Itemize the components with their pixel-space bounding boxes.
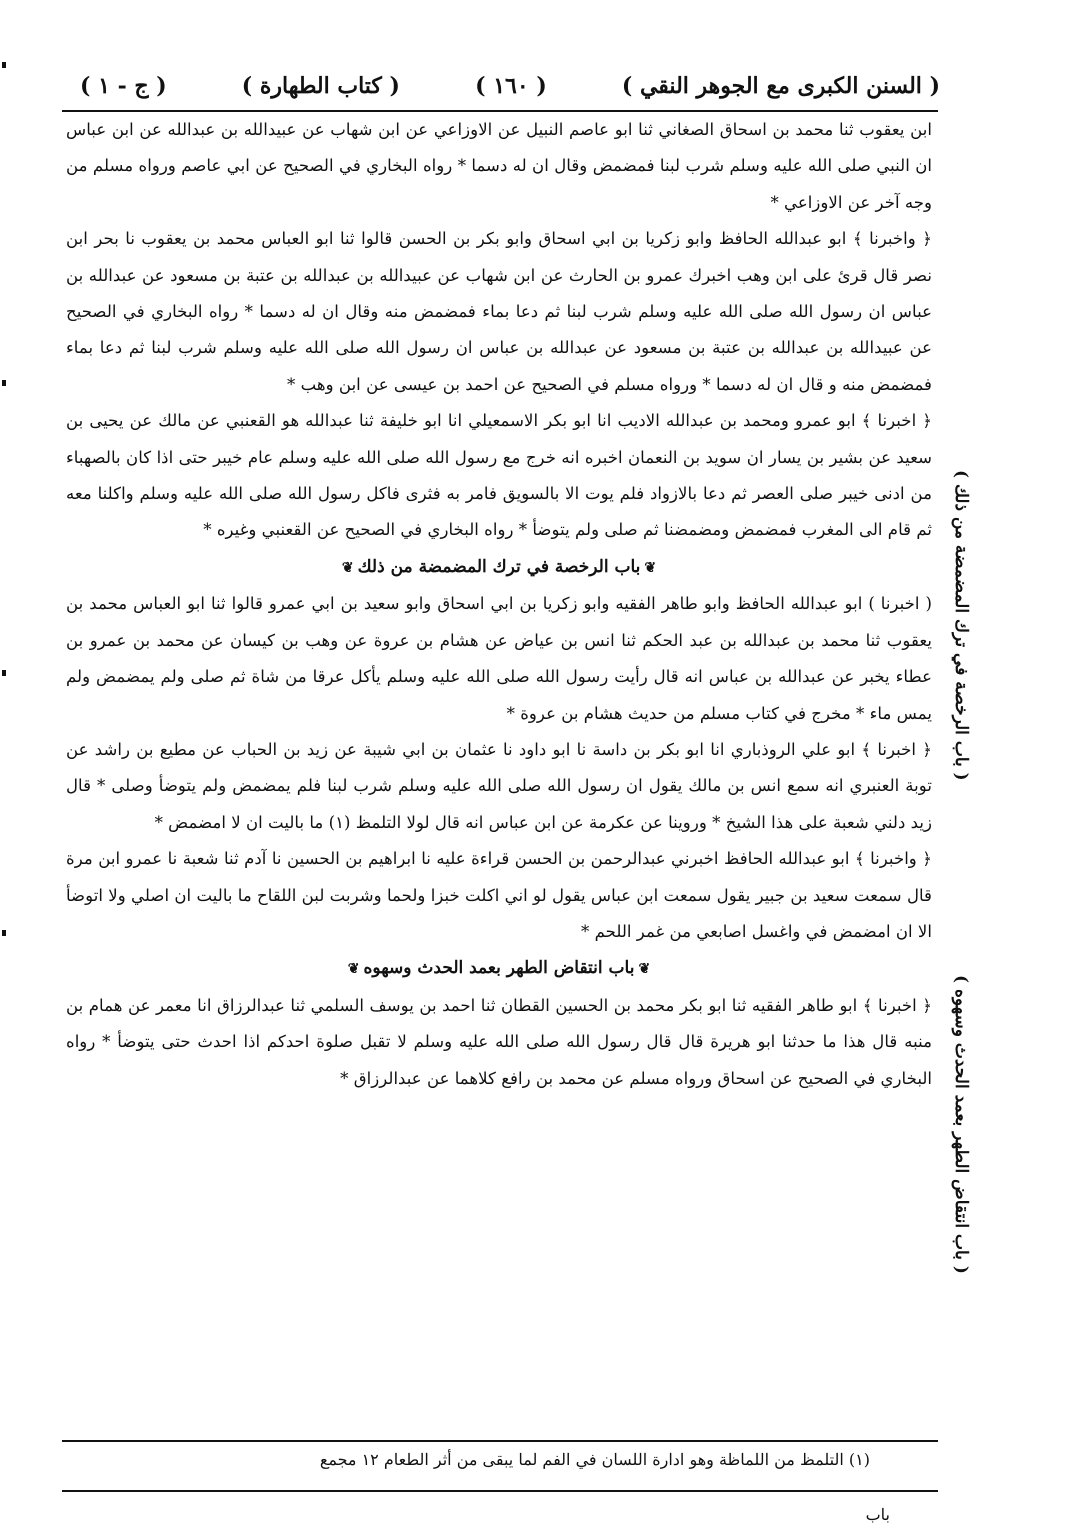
chapter-heading: ❦باب الرخصة في ترك المضمضة من ذلك❦	[66, 549, 932, 586]
paragraph: ﴿ اخبرنا ﴾ ابو عمرو ومحمد بن عبدالله الاديب انا ابو بكر الاسمعيلي انا ابو خليفة ثنا عبدالله هو القعنبي عن مالك عن يحيى بن سعيد عن بشير بن يسار ان سويد بن النعمان اخبره انه خرج مع رسول الله صلى الله عليه وسلم عام خيبر حتى اذا كان بالصهباء من ادنى خيبر صلى العصر ثم دعا بالازواد فلم يوت الا بالسويق فامر به فثرى فاكل رسول الله صلى الله عليه وسلم واكلنا معه ثم قام الى المغرب فمضمض ومضمضنا ثم صلى ولم يتوضأ * رواه البخاري في الصحيح عن القعنبي وغيره *	[66, 411, 932, 540]
margin-note: ( باب انتقاض الطهر بعمد الحدث وسهوه )	[951, 975, 971, 1274]
volume-number: ( ج - ١ )	[80, 73, 167, 99]
ornament-icon: ❦	[644, 559, 657, 576]
paragraph: ﴿ اخبرنا ﴾ ابو علي الروذباري انا ابو بكر بن داسة نا ابو داود نا عثمان بن ابي شيبة عن زيد بن الحباب عن مطيع بن راشد عن توبة العنبري انه سمع انس بن مالك يقول ان رسول الله صلى الله عليه وسلم شرب لبنا فلم يمضمض ولم يتوضأ وصلى * قال زيد دلني شعبة على هذا الشيخ * وروينا عن عكرمة عن ابن عباس انه قال لولا التلمظ (١) ما باليت ان لا امضمض *	[66, 739, 932, 832]
bottom-rule	[62, 1490, 938, 1492]
page-number: ( ١٦٠ )	[475, 73, 547, 99]
margin-note: ( باب الرخصة في ترك المضمضة من ذلك )	[951, 470, 971, 781]
page-header	[80, 64, 940, 108]
book-title: ( السنن الكبرى مع الجوهر النقي )	[621, 73, 940, 99]
footnote: (١) التلمظ من اللماظة وهو ادارة اللسان في الفم لما يبقى من أثر الطعام ١٢ مجمع	[319, 1450, 870, 1469]
paragraph: ﴿ واخبرنا ﴾ ابو عبدالله الحافظ وابو زكريا بن ابي اسحاق وابو بكر بن الحسن قالوا ثنا ابو العباس محمد بن يعقوب نا بحر ابن نصر قال قرئ على ابن وهب اخبرك عمرو بن الحارث عن ابن شهاب عن عبيدالله بن عبدالله بن عتبة بن مسعود عن عبدالله بن عباس ان رسول الله صلى الله عليه وسلم شرب لبنا ثم دعا بماء فمضمض منه وقال ان له دسما * رواه البخاري في الصحيح عن عبيدالله بن عبدالله بن عتبة بن مسعود عن عبدالله بن عباس ان رسول الله صلى الله عليه وسلم شرب لبنا ثم دعا بماء فمضمض منه و قال ان له دسما * ورواه مسلم في الصحيح عن احمد بن عيسى عن ابن وهب *	[66, 229, 932, 394]
next-page-fragment: باب	[865, 1505, 890, 1523]
chapter-heading: ❦باب انتقاض الطهر بعمد الحدث وسهوه❦	[66, 950, 932, 987]
scan-mark	[2, 62, 6, 68]
scan-mark	[2, 380, 6, 386]
main-text	[66, 112, 932, 1097]
paragraph: ﴿ واخبرنا ﴾ ابو عبدالله الحافظ اخبرني عبدالرحمن بن الحسن قراءة عليه نا ابراهيم بن الحسين نا آدم ثنا شعبة نا عمرو ابن مرة قال سمعت سعيد بن جبير يقول سمعت ابن عباس يقول لو اني اكلت خبزا ولحما وشربت لبن اللقاح ما باليت ان اصلي ولا اتوضأ الا ان امضمض في واغسل اصابعي من غمر اللحم *	[66, 849, 932, 941]
section-title: ( كتاب الطهارة )	[241, 73, 400, 99]
paragraph: ( اخبرنا ) ابو عبدالله الحافظ وابو طاهر الفقيه وابو زكريا بن ابي اسحاق وابو سعيد بن ابي عمرو قالوا ثنا ابو العباس محمد بن يعقوب ثنا محمد بن عبدالله بن عبد الحكم ثنا انس بن عياض عن هشام بن عروة عن وهب بن كيسان عن محمد بن عمرو بن عطاء يخبر عن عبدالله بن عباس انه قال رأيت رسول الله صلى الله عليه وسلم يأكل عرقا من شاة ثم صلى ولم يمضمض ولم يمس ماء * مخرج في كتاب مسلم من حديث هشام بن عروة *	[66, 594, 932, 723]
ornament-icon: ❦	[638, 961, 651, 978]
ornament-icon: ❦	[341, 559, 354, 576]
paragraph: ﴿ اخبرنا ﴾ ابو طاهر الفقيه ثنا ابو بكر محمد بن الحسين القطان ثنا احمد بن يوسف السلمي ثنا عبدالرزاق انا معمر عن همام بن منبه قال هذا ما حدثنا ابو هريرة قال قال رسول الله صلى الله عليه وسلم لا تقبل صلوة احدكم اذا احدث حتى يتوضأ * رواه البخاري في الصحيح عن اسحاق ورواه مسلم عن محمد بن رافع كلاهما عن عبدالرزاق *	[66, 995, 932, 1088]
ornament-icon: ❦	[347, 961, 360, 978]
scan-mark	[2, 930, 6, 936]
paragraph: ابن يعقوب ثنا محمد بن اسحاق الصغاني ثنا ابو عاصم النبيل عن الاوزاعي عن ابن شهاب عن عبيدالله بن عبدالله عن ابن عباس ان النبي صلى الله عليه وسلم شرب لبنا فمضمض وقال ان له دسما * رواه البخاري في الصحيح عن ابي عاصم ورواه مسلم من وجه آخر عن الاوزاعي *	[66, 120, 932, 212]
scan-mark	[2, 670, 6, 676]
footnote-rule	[62, 1440, 938, 1442]
